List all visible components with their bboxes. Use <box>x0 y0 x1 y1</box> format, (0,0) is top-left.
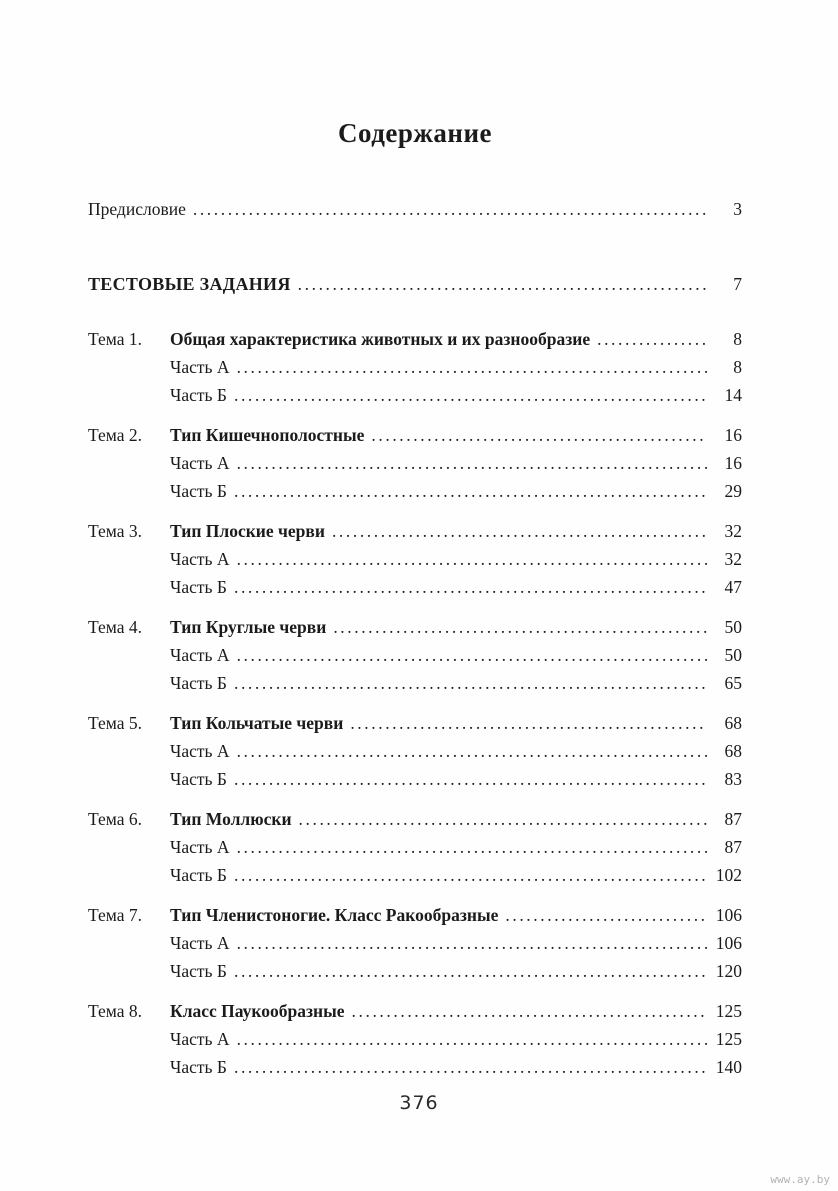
toc-theme-8 <box>88 997 742 1081</box>
theme-title: Тип Моллюски <box>170 809 292 829</box>
toc-content <box>88 0 742 1081</box>
book-page-number: 376 <box>399 1092 439 1114</box>
dot-leader <box>234 765 707 793</box>
part-label: Часть А <box>170 453 230 473</box>
dot-leader <box>234 477 707 505</box>
dot-leader <box>234 573 707 601</box>
part-page-number: 102 <box>715 865 742 885</box>
theme-part-a-row <box>88 1025 742 1053</box>
theme-heading-row <box>88 805 742 833</box>
theme-title: Тип Членистоногие. Класс Ракообразные <box>170 905 499 925</box>
watermark: www.ay.by <box>770 1173 830 1186</box>
toc-theme-4 <box>88 613 742 697</box>
theme-heading-row <box>88 997 742 1025</box>
dot-leader <box>234 1053 707 1081</box>
page-title: Содержание <box>337 118 493 148</box>
dot-leader <box>237 833 707 861</box>
entry-page-number: 3 <box>733 199 742 219</box>
theme-title: Класс Паукообразные <box>170 1001 345 1021</box>
theme-number: Тема 5. <box>88 713 143 733</box>
theme-number: Тема 2. <box>88 425 143 445</box>
part-page-number: 140 <box>715 1057 742 1077</box>
part-label: Часть Б <box>170 673 227 693</box>
theme-heading-row <box>88 517 742 545</box>
toc-theme-2 <box>88 421 742 505</box>
theme-number: Тема 1. <box>88 329 143 349</box>
dot-leader <box>237 449 707 477</box>
theme-part-a-row <box>88 545 742 573</box>
theme-title: Общая характеристика животных и их разнообразие <box>170 329 591 349</box>
dot-leader <box>371 421 707 449</box>
part-page-number: 120 <box>715 961 742 981</box>
theme-heading-row <box>88 709 742 737</box>
dot-leader <box>237 929 707 957</box>
theme-page-number: 106 <box>715 905 742 925</box>
theme-page-number: 68 <box>724 713 742 733</box>
part-page-number: 16 <box>724 453 742 473</box>
dot-leader <box>332 517 707 545</box>
part-label: Часть Б <box>170 769 227 789</box>
theme-title: Тип Кишечнополостные <box>170 425 365 445</box>
toc-theme-5 <box>88 709 742 793</box>
part-page-number: 32 <box>724 549 742 569</box>
part-page-number: 106 <box>715 933 742 953</box>
dot-leader <box>237 545 707 573</box>
dot-leader <box>597 325 707 353</box>
part-page-number: 50 <box>724 645 742 665</box>
dot-leader <box>333 613 707 641</box>
dot-leader <box>234 861 707 889</box>
dot-leader <box>237 737 707 765</box>
part-label: Часть А <box>170 741 230 761</box>
dot-leader <box>298 270 707 298</box>
toc-entry-test-tasks <box>88 270 742 298</box>
dot-leader <box>350 709 707 737</box>
part-label: Часть А <box>170 357 230 377</box>
theme-part-a-row <box>88 353 742 381</box>
toc-theme-3 <box>88 517 742 601</box>
theme-heading-row <box>88 613 742 641</box>
theme-title: Тип Кольчатые черви <box>170 713 344 733</box>
theme-number: Тема 8. <box>88 1001 143 1021</box>
part-page-number: 83 <box>724 769 742 789</box>
part-label: Часть Б <box>170 385 227 405</box>
dot-leader <box>234 669 707 697</box>
toc-theme-7 <box>88 901 742 985</box>
theme-part-a-row <box>88 737 742 765</box>
theme-page-number: 50 <box>724 617 742 637</box>
part-label: Часть А <box>170 549 230 569</box>
part-page-number: 47 <box>724 577 742 597</box>
theme-page-number: 87 <box>724 809 742 829</box>
toc-theme-1 <box>88 325 742 409</box>
dot-leader <box>237 1025 707 1053</box>
theme-part-a-row <box>88 449 742 477</box>
theme-heading-row <box>88 325 742 353</box>
toc-entry-preface <box>88 195 742 223</box>
dot-leader <box>237 641 707 669</box>
part-label: Часть Б <box>170 1057 227 1077</box>
theme-number: Тема 7. <box>88 905 143 925</box>
theme-heading-row <box>88 901 742 929</box>
theme-part-a-row <box>88 833 742 861</box>
theme-number: Тема 3. <box>88 521 143 541</box>
part-page-number: 29 <box>724 481 742 501</box>
theme-part-b-row <box>88 957 742 985</box>
part-page-number: 14 <box>724 385 742 405</box>
part-label: Часть Б <box>170 865 227 885</box>
dot-leader <box>234 381 707 409</box>
theme-page-number: 8 <box>733 329 742 349</box>
theme-heading-row <box>88 421 742 449</box>
dot-leader <box>237 353 707 381</box>
part-page-number: 125 <box>715 1029 742 1049</box>
theme-page-number: 32 <box>724 521 742 541</box>
part-label: Часть Б <box>170 577 227 597</box>
theme-part-b-row <box>88 381 742 409</box>
dot-leader <box>234 957 707 985</box>
theme-title: Тип Круглые черви <box>170 617 327 637</box>
theme-part-a-row <box>88 641 742 669</box>
entry-label: Предисловие <box>88 199 186 219</box>
theme-page-number: 16 <box>724 425 742 445</box>
part-label: Часть А <box>170 1029 230 1049</box>
theme-part-b-row <box>88 477 742 505</box>
theme-number: Тема 4. <box>88 617 143 637</box>
dot-leader <box>352 997 707 1025</box>
part-page-number: 68 <box>724 741 742 761</box>
theme-number: Тема 6. <box>88 809 143 829</box>
theme-part-a-row <box>88 929 742 957</box>
part-label: Часть Б <box>170 481 227 501</box>
part-page-number: 8 <box>733 357 742 377</box>
theme-title: Тип Плоские черви <box>170 521 325 541</box>
part-label: Часть А <box>170 837 230 857</box>
part-label: Часть А <box>170 933 230 953</box>
part-label: Часть А <box>170 645 230 665</box>
dot-leader <box>193 195 707 223</box>
toc-theme-6 <box>88 805 742 889</box>
entry-page-number: 7 <box>733 274 742 294</box>
part-page-number: 87 <box>724 837 742 857</box>
theme-part-b-row <box>88 669 742 697</box>
part-label: Часть Б <box>170 961 227 981</box>
theme-part-b-row <box>88 573 742 601</box>
part-page-number: 65 <box>724 673 742 693</box>
theme-part-b-row <box>88 765 742 793</box>
entry-label: ТЕСТОВЫЕ ЗАДАНИЯ <box>88 274 291 294</box>
theme-page-number: 125 <box>715 1001 742 1021</box>
dot-leader <box>505 901 707 929</box>
theme-part-b-row <box>88 1053 742 1081</box>
dot-leader <box>299 805 707 833</box>
theme-part-b-row <box>88 861 742 889</box>
